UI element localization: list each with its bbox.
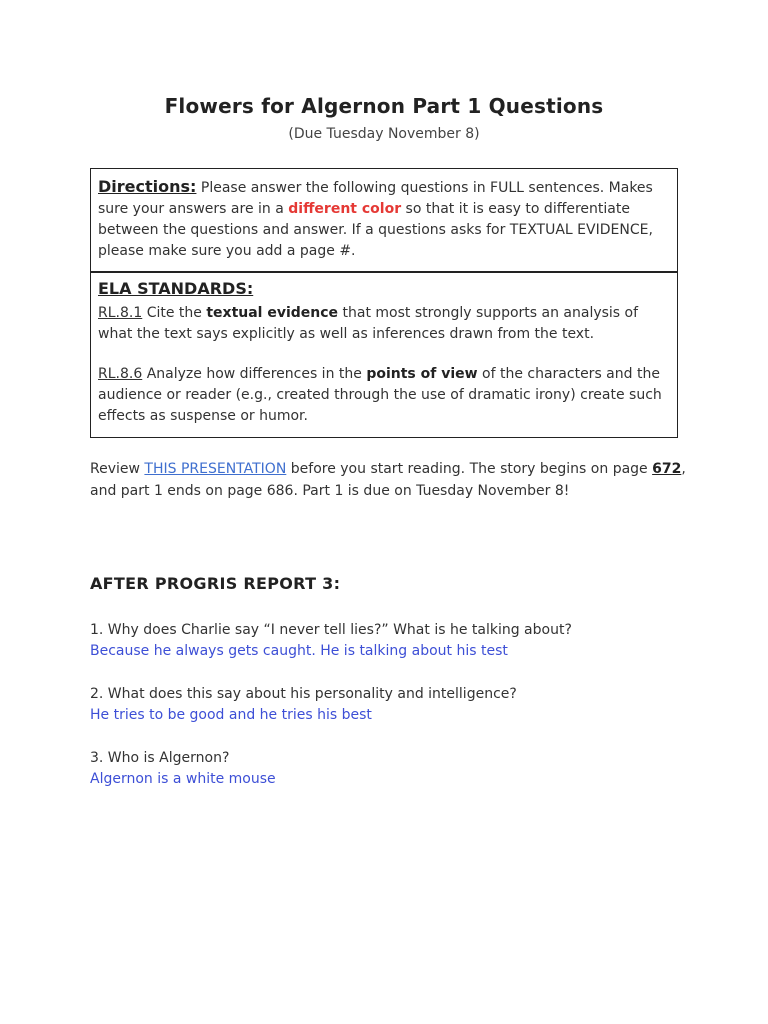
standard-code[interactable]: RL.8.1: [98, 305, 143, 321]
standard-text-post: of the characters and the audience or reader (e.g., created through the use of dramatic irony) create such effects as suspense or humor.: [98, 366, 662, 424]
standard-text-bold: points of view: [366, 366, 478, 382]
review-paragraph: [90, 458, 690, 502]
standard-text-pre: Analyze how differences in the: [146, 366, 362, 382]
standard-rl-8-1: [98, 303, 670, 345]
review-text-mid: before you start reading. The story begins on page: [290, 461, 648, 477]
section-heading: AFTER PROGRIS REPORT 3:: [90, 574, 341, 593]
ela-standards-box: [90, 271, 678, 438]
question-item: [90, 620, 710, 662]
question-text: 1. Why does Charlie say “I never tell lies?” What is he talking about?: [90, 622, 572, 638]
ela-standards-heading: ELA STANDARDS:: [98, 279, 254, 298]
review-text-pre: Review: [90, 461, 140, 477]
directions-text-1: Please answer the following questions in FULL sentences. Makes sure your answers are in a: [98, 180, 653, 217]
standard-text-pre: Cite the: [146, 305, 202, 321]
directions-heading: Directions:: [98, 177, 197, 196]
question-item: [90, 748, 710, 790]
due-date-subtitle: (Due Tuesday November 8): [288, 126, 480, 142]
directions-highlight: different color: [288, 201, 402, 217]
question-text: 2. What does this say about his personality and intelligence?: [90, 686, 517, 702]
start-page-number: 672: [652, 461, 682, 477]
answer-text: He tries to be good and he tries his best: [90, 707, 372, 723]
standard-text-bold: textual evidence: [206, 305, 339, 321]
standard-text-post: that most strongly supports an analysis of what the text says explicitly as well as inferences drawn from the text.: [98, 305, 639, 342]
question-text: 3. Who is Algernon?: [90, 750, 230, 766]
standard-rl-8-6: [98, 364, 670, 427]
document-title: Flowers for Algernon Part 1 Questions: [164, 94, 604, 118]
answer-text: Algernon is a white mouse: [90, 771, 276, 787]
directions-box: [90, 168, 678, 273]
answer-text: Because he always gets caught. He is talking about his test: [90, 643, 508, 659]
question-item: [90, 684, 710, 726]
presentation-link[interactable]: THIS PRESENTATION: [144, 461, 287, 477]
directions-text-2: so that it is easy to differentiate between the questions and answer. If a questions asks for TEXTUAL EVIDENCE, please make sure you add a page #.: [98, 201, 653, 259]
standard-code[interactable]: RL.8.6: [98, 366, 143, 382]
review-text-post: , and part 1 ends on page 686. Part 1 is due on Tuesday November 8!: [90, 461, 686, 499]
